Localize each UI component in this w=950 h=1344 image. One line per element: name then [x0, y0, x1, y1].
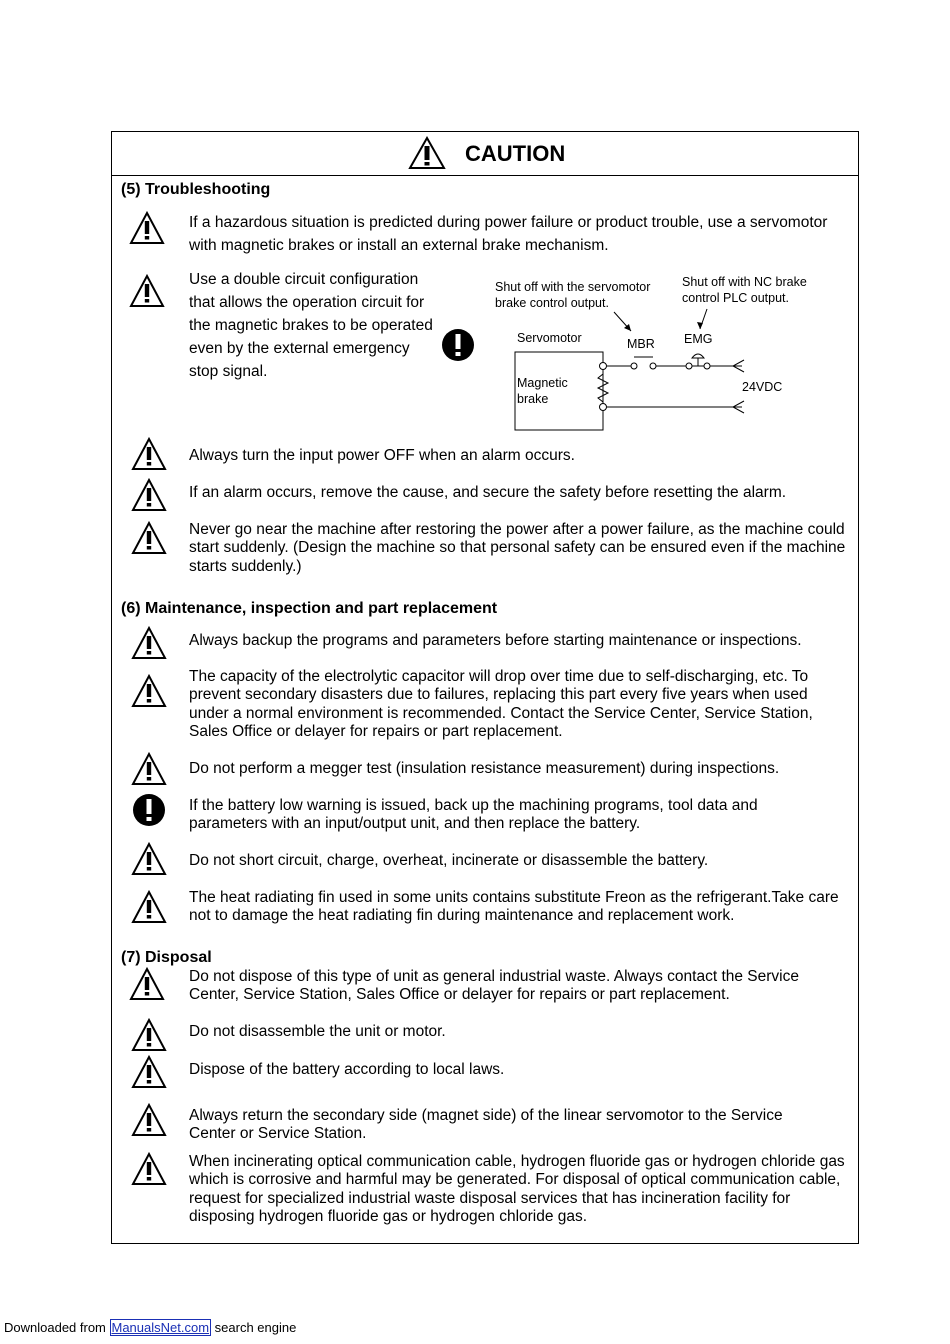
item2-line: Use a double circuit configuration: [189, 271, 419, 288]
item2-line: even by the external emergency: [189, 340, 410, 357]
section-heading-maintenance: (6) Maintenance, inspection and part replacement: [121, 600, 498, 617]
diagram-brake-label: brake: [517, 392, 549, 406]
troubleshooting-item-5: Never go near the machine after restoring the power after a power failure, as the machine could start suddenly. (Design the machine so that personal safety can be ensured even if the machine starts suddenly.): [189, 521, 846, 575]
caution-title: CAUTION: [465, 141, 566, 166]
item2-line: stop signal.: [189, 363, 268, 380]
warning-triangle-icon: [129, 274, 165, 308]
warning-triangle-icon: [129, 967, 165, 1001]
diagram-emg-label: EMG: [684, 332, 713, 346]
warning-triangle-icon: [131, 437, 167, 471]
section-heading-disposal: (7) Disposal: [121, 949, 212, 966]
troubleshooting-item-3: Always turn the input power OFF when an alarm occurs.: [189, 447, 575, 464]
mandatory-exclamation-icon: [440, 327, 476, 363]
page-footer: [4, 1320, 296, 1335]
warning-triangle-icon: [129, 211, 165, 245]
maintenance-item-5: Do not short circuit, charge, overheat, incinerate or disassemble the battery.: [189, 852, 709, 869]
warning-triangle-icon: [131, 1152, 167, 1186]
disposal-item-2: Do not disassemble the unit or motor.: [189, 1023, 446, 1040]
warning-triangle-icon: [131, 626, 167, 660]
footer-suffix: search engine: [211, 1320, 297, 1335]
troubleshooting-item-1: If a hazardous situation is predicted during power failure or product trouble, use a servomotor with magnetic brakes or install an external brake mechanism.: [189, 214, 828, 254]
diagram-24vdc-label: 24VDC: [742, 380, 783, 394]
warning-triangle-icon: [131, 842, 167, 876]
disposal-item-5: When incinerating optical communication cable, hydrogen fluoride gas or hydrogen chloride gas which is corrosive and harmful may be generated. For disposal of optical communication cable, request for specialized industrial waste disposal services that has incineration facility for disposing hydrogen fluoride gas or hydrogen chloride gas.: [189, 1153, 845, 1226]
warning-triangle-icon: [131, 890, 167, 924]
warning-triangle-icon: [131, 1055, 167, 1089]
mandatory-exclamation-icon: [131, 792, 167, 828]
diagram-magnetic-label: Magnetic: [517, 376, 568, 390]
diagram-mbr-label: MBR: [627, 337, 655, 351]
warning-triangle-icon: [408, 136, 446, 170]
troubleshooting-item-2: [189, 268, 449, 383]
maintenance-item-6: The heat radiating fin used in some units contains substitute Freon as the refrigerant.Take care not to damage the heat radiating fin during maintenance and replacement work.: [189, 889, 839, 925]
warning-triangle-icon: [131, 1018, 167, 1052]
diagram-note-right-line2: control PLC output.: [682, 291, 790, 305]
diagram-note-right-line1: Shut off with NC brake: [682, 275, 807, 289]
warning-triangle-icon: [131, 1103, 167, 1137]
warning-triangle-icon: [131, 521, 167, 555]
disposal-item-1: Do not dispose of this type of unit as general industrial waste. Always contact the Service Center, Service Station, Sales Office or delayer for repairs or part replacement.: [189, 968, 799, 1004]
warning-triangle-icon: [131, 752, 167, 786]
warning-triangle-icon: [131, 674, 167, 708]
diagram-note-left-line1: Shut off with the servomotor: [495, 280, 651, 294]
manualsnet-link[interactable]: ManualsNet.com: [111, 1320, 210, 1335]
section-heading-troubleshooting: (5) Troubleshooting: [121, 181, 271, 198]
maintenance-item-2: The capacity of the electrolytic capacitor will drop over time due to self-discharging, etc. To prevent secondary disasters due to failures, replacing this part every five years when used under a normal environment is recommended. Contact the Service Center, Service Station, Sales Office or delayer for repairs or part replacement.: [189, 668, 813, 741]
caution-header: [112, 132, 858, 176]
item2-line: the magnetic brakes to be operated: [189, 317, 433, 334]
footer-prefix: Downloaded from: [4, 1320, 110, 1335]
brake-circuit-diagram: [490, 300, 760, 435]
maintenance-item-3: Do not perform a megger test (insulation resistance measurement) during inspections.: [189, 760, 780, 777]
maintenance-item-4: If the battery low warning is issued, back up the machining programs, tool data and parameters with an input/output unit, and then replace the battery.: [189, 797, 758, 833]
diagram-servomotor-label: Servomotor: [517, 331, 582, 345]
troubleshooting-item-4: If an alarm occurs, remove the cause, and secure the safety before resetting the alarm.: [189, 484, 787, 501]
disposal-item-3: Dispose of the battery according to local laws.: [189, 1061, 505, 1078]
warning-triangle-icon: [131, 478, 167, 512]
disposal-item-4: Always return the secondary side (magnet side) of the linear servomotor to the Service Center or Service Station.: [189, 1107, 783, 1143]
item2-line: that allows the operation circuit for: [189, 294, 425, 311]
diagram-note-left-line2: brake control output.: [495, 296, 609, 310]
maintenance-item-1: Always backup the programs and parameters before starting maintenance or inspections.: [189, 632, 802, 649]
